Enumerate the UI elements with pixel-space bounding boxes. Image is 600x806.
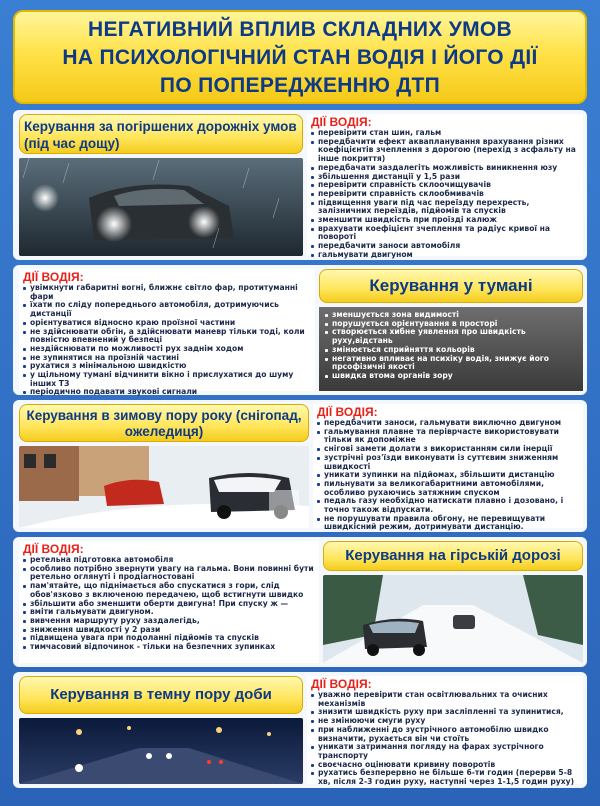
rain-photo (19, 158, 303, 256)
rain-actions-heading: ДІЇ ВОДІЯ: (311, 115, 372, 129)
list-item: швидка втома органів зору (325, 372, 577, 381)
rain-actions-panel (307, 114, 583, 259)
section-winter (13, 400, 587, 532)
fog-effects-panel (319, 307, 583, 391)
list-item: передбачити ефект аквапланування врахування різних коефіцієнтів зчеплення з дорогою (перехід з асфальту на інше покриття) (311, 138, 579, 164)
fog-actions-heading: ДІЇ ВОДІЯ: (23, 270, 84, 284)
fog-title: Керування у тумані (319, 269, 583, 303)
rain-title: Керування за погіршених дорожніх умов (під час дощу) (19, 114, 303, 154)
section-mountain (13, 537, 587, 667)
mountain-actions-list (23, 556, 315, 652)
night-actions-panel (307, 676, 583, 787)
list-item: збільшити або зменшити оберти двигуна! При спуску ж — (23, 600, 315, 609)
list-item: своєчасно оцінювати кривину поворотів (311, 761, 579, 770)
list-item: перевірити стан шин, гальм (311, 129, 579, 138)
list-item: зменшити швидкість при проїзді калюж (311, 216, 579, 225)
list-item: уважно перевірити стан освітлювальних та очисних механізмів (311, 691, 579, 708)
mountain-actions-panel (19, 541, 319, 663)
section-fog (13, 265, 587, 395)
list-item: орієнтуватися відносно краю проїзної частини (23, 319, 311, 328)
list-item: пильнувати за великогабаритними автомобілями, особливо рухаючись затяжним спуском (317, 480, 579, 497)
list-item: передбачати заздалегіть можливість виникнення юзу (311, 164, 579, 173)
list-item: порушується орієнтування в просторі (325, 320, 577, 329)
list-item: підвищення уваги під час переїзду перехресть, залізничних переїздів, підйомів та спусків (311, 199, 579, 216)
list-item: їхати по сліду попереднього автомобіля, дотримуючись дистанції (23, 301, 311, 318)
list-item: пам'ятайте, що піднімається або спускатися з гори, слід обов'язково з включеною передачею, щоб встигнути швидко (23, 582, 315, 599)
section-rain (13, 110, 587, 260)
poster-header (13, 10, 587, 104)
list-item: періодично подавати звукові сигнали (23, 388, 311, 397)
night-actions-list (311, 691, 579, 787)
list-item: не порушувати правила обгону, не перевищувати швидкісний режим, дотримувати дистанцію. (317, 515, 579, 532)
list-item: тимчасовий відпочинок - тільки на безпечних зупинках (23, 643, 315, 652)
list-item: снігові замети долати з використанням сили інерції (317, 445, 579, 454)
winter-actions-heading: ДІЇ ВОДІЯ: (317, 405, 378, 419)
list-item: перевірити справність склоочищувачів (311, 181, 579, 190)
list-item: рухатися з мінімальною швидкістю (23, 362, 311, 371)
night-actions-heading: ДІЇ ВОДІЯ: (311, 677, 372, 691)
winter-actions-list (317, 419, 579, 532)
fog-actions-list (23, 284, 311, 397)
list-item: підвищена увага при подоланні підйомів та спусків (23, 634, 315, 643)
list-item: вивчення маршруту руху заздалегідь, (23, 617, 315, 626)
night-title: Керування в темну пору доби (19, 676, 303, 714)
list-item: особливо потрібно звернути увагу на гальма. Вони повинні бути ретельно оглянуті і продіагностовані (23, 565, 315, 582)
mountain-actions-heading: ДІЇ ВОДІЯ: (23, 542, 84, 556)
header-line-3: ПО ПОПЕРЕДЖЕННЮ ДТП (159, 74, 441, 97)
mountain-title: Керування на гірській дорозі (323, 541, 583, 571)
list-item: уникати зупинки на підйомах, збільшити дистанцію (317, 471, 579, 480)
list-item: передбачити заноси автомобіля (311, 242, 579, 251)
list-item: не зупинятися на проїзній частині (23, 354, 311, 363)
list-item: нездійснювати по можливості рух заднім ходом (23, 345, 311, 354)
list-item: не змінюючи смуги руху (311, 717, 579, 726)
mountain-photo (323, 575, 583, 663)
list-item: при наближенні до зустрічного автомобілю швидко визначити, рухається він чи стоїть (311, 726, 579, 743)
winter-photo (19, 446, 309, 528)
list-item: рухатись безперервно не більше 6-ти годин (перерви 5-8 хв, після 2-3 годин руху, наступні через 1-1,5 годин руху) (311, 769, 579, 786)
list-item: негативно впливає на психіку водія, знижує його прсофізичні якості (325, 355, 577, 372)
list-item: створюється хибне уявлення про швидкість руху,відстань (325, 328, 577, 345)
list-item: не здійснювати обгін, а здійснювати маневр тільки тоді, коли повністю впевнений у безпеці (23, 328, 311, 345)
winter-actions-panel (313, 404, 583, 532)
rain-actions-list (311, 129, 579, 260)
list-item: перевірити справність склообмивачів (311, 190, 579, 199)
list-item: змінюється сприйняття кольорів (325, 346, 577, 355)
header-line-2: НА ПСИХОЛОГІЧНИЙ СТАН ВОДІЯ І ЙОГО ДІЇ (62, 46, 538, 69)
list-item: передбачити заноси, гальмувати виключно двигуном (317, 419, 579, 428)
list-item: педаль газу необхідно натискати плавно і дозовано, і точно також відпускати. (317, 497, 579, 514)
list-item: зменшується зона видимості (325, 311, 577, 320)
list-item: зустрічні роз'їзди виконувати із суттєвим зниженням швидкості (317, 454, 579, 471)
list-item: ретельна підготовка автомобіля (23, 556, 315, 565)
list-item: зниження швидкості у 2 рази (23, 626, 315, 635)
list-item: збільшення дистанції у 1,5 рази (311, 173, 579, 182)
list-item: врахувати коефіцієнт зчеплення та радіус кривої на повороті (311, 225, 579, 242)
list-item: вміти гальмувати двигуном. (23, 608, 315, 617)
fog-actions-panel (19, 269, 315, 397)
list-item: знизити швидкість руху при засліпленні та зупинитися, (311, 708, 579, 717)
list-item: гальмування плавне та періврчасте використовувати тільки як допоміжне (317, 428, 579, 445)
night-photo (19, 718, 303, 784)
list-item: гальмувати двигуном (311, 251, 579, 260)
section-night (13, 672, 587, 788)
header-line-1: НЕГАТИВНИЙ ВПЛИВ СКЛАДНИХ УМОВ (87, 18, 513, 41)
fog-effects-list (325, 311, 577, 381)
list-item: уникати затримання погляду на фарах зустрічного транспорту (311, 743, 579, 760)
list-item: увімкнути габаритні вогні, ближнє світло фар, протитуманні фари (23, 284, 311, 301)
winter-title: Керування в зимову пору року (снігопад, ожеледиця) (19, 404, 309, 442)
list-item: у щільному тумані відчинити вікно і прислухатися до шуму інших ТЗ (23, 371, 311, 388)
